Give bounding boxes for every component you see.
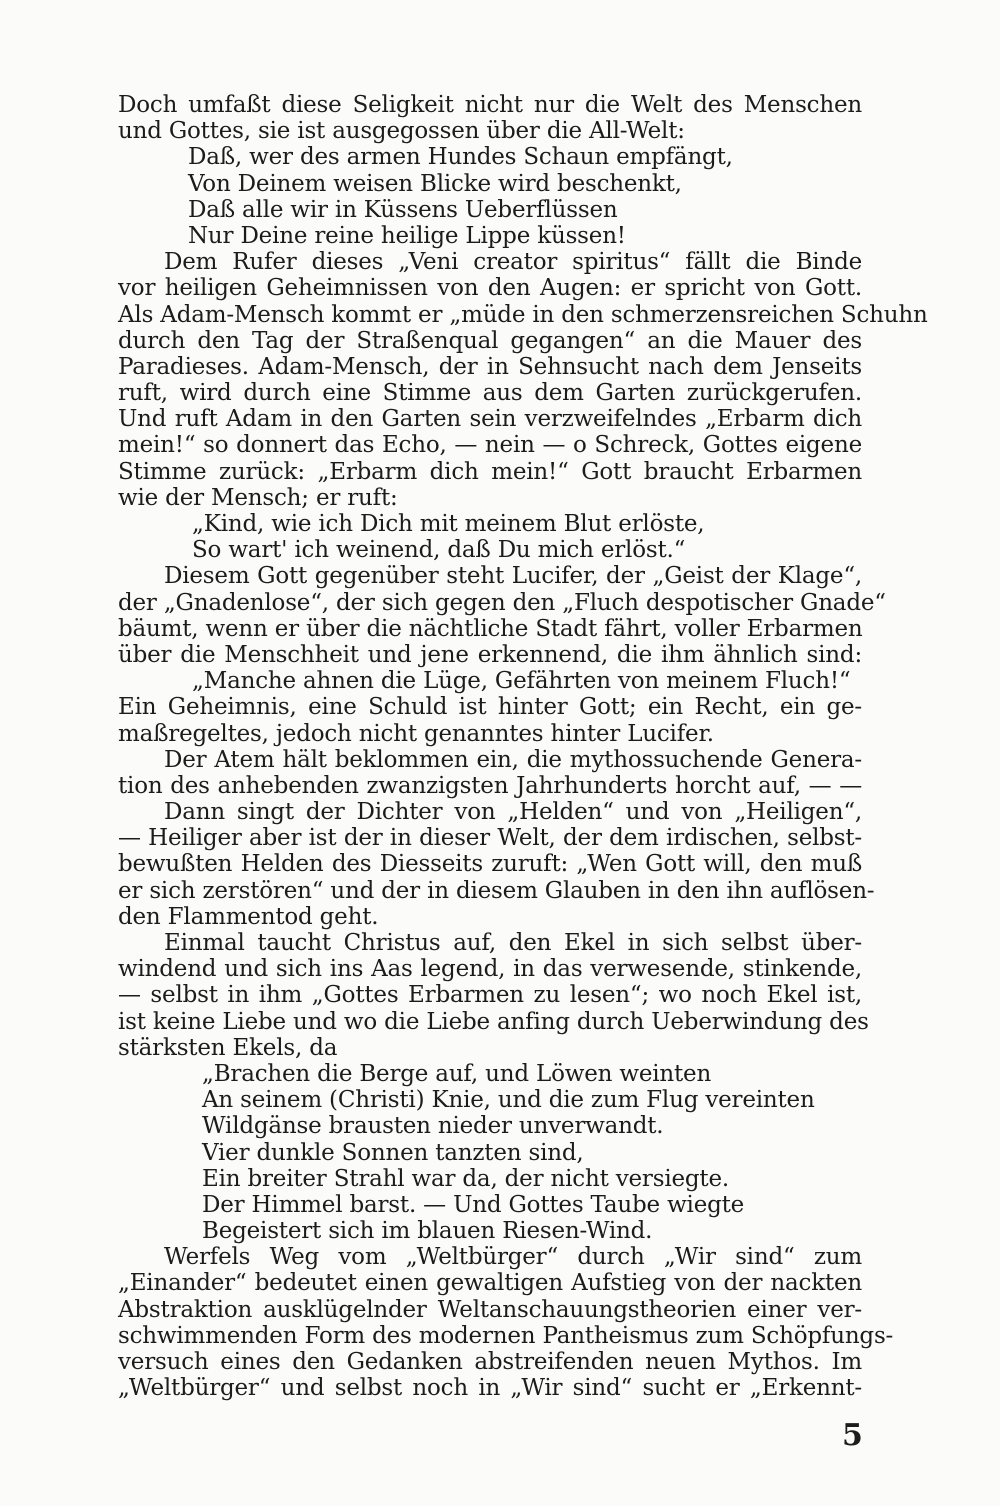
text-line: versuch eines den Gedanken abstreifenden neuen Mythos. Im: [118, 1349, 862, 1375]
text-line: der „Gnadenlose“, der sich gegen den „Fluch despotischer Gnade“: [118, 589, 886, 616]
text-line: tion des anhebenden zwanzigsten Jahrhunderts horcht auf, — —: [118, 772, 862, 799]
verse-line: So wart' ich weinend, daß Du mich erlöst.“: [192, 537, 686, 564]
text-line: ist keine Liebe und wo die Liebe anfing durch Ueberwindung des: [118, 1008, 869, 1035]
text-line: Ein Geheimnis, eine Schuld ist hinter Gott; ein Recht, ein ge-: [118, 694, 862, 721]
verse-line: Von Deinem weisen Blicke wird beschenkt,: [188, 170, 682, 197]
text-line: Stimme zurück: „Erbarm dich mein!“ Gott braucht Erbarmen: [118, 458, 862, 485]
text-line: den Flammentod geht.: [118, 903, 379, 930]
verse-line: Daß, wer des armen Hundes Schaun empfängt,: [188, 144, 733, 171]
text-line: und Gottes, sie ist ausgegossen über die All-Welt:: [118, 118, 685, 145]
text-line: Dann singt der Dichter von „Helden“ und von „Heiligen“,: [164, 799, 862, 826]
text-line: durch den Tag der Straßenqual gegangen“ an die Mauer des: [118, 327, 862, 354]
verse-line: Wildgänse brausten nieder unverwandt.: [202, 1113, 664, 1140]
verse-line: Daß alle wir in Küssens Ueberflüssen: [188, 196, 618, 223]
verse-line: Begeistert sich im blauen Riesen-Wind.: [202, 1218, 653, 1245]
text-line: bewußten Helden des Diesseits zuruft: „Wen Gott will, den muß: [118, 851, 862, 878]
text-line: Diesem Gott gegenüber steht Lucifer, der „Geist der Klage“,: [164, 563, 862, 590]
verse-line: Nur Deine reine heilige Lippe küssen!: [188, 222, 626, 249]
text-line: stärksten Ekels, da: [118, 1034, 338, 1061]
text-line: über die Menschheit und jene erkennend, die ihm ähnlich sind:: [118, 641, 862, 668]
verse-line: Vier dunkle Sonnen tanzten sind,: [202, 1139, 584, 1166]
verse-line: „Manche ahnen die Lüge, Gefährten von meinem Fluch!“: [192, 668, 851, 695]
text-line: — selbst in ihm „Gottes Erbarmen zu lesen“; wo noch Ekel ist,: [118, 982, 862, 1009]
text-line: Werfels Weg vom „Weltbürger“ durch „Wir sind“ zum: [164, 1244, 862, 1271]
text-line: Einmal taucht Christus auf, den Ekel in sich selbst über-: [164, 930, 862, 956]
verse-line: Ein breiter Strahl war da, der nicht versiegte.: [202, 1165, 729, 1192]
verse-line: „Kind, wie ich Dich mit meinem Blut erlöste,: [192, 511, 705, 537]
text-line: Abstraktion ausklügelnder Weltanschauungstheorien einer ver-: [118, 1296, 862, 1323]
text-line: Doch umfaßt diese Seligkeit nicht nur die Welt des Menschen: [118, 92, 862, 118]
text-line: Paradieses. Adam-Mensch, der in Sehnsucht nach dem Jenseits: [118, 353, 862, 380]
text-line: Und ruft Adam in den Garten sein verzweifelndes „Erbarm dich: [118, 406, 862, 433]
text-line: bäumt, wenn er über die nächtliche Stadt fährt, voller Erbarmen: [118, 615, 863, 642]
text-line: Der Atem hält beklommen ein, die mythossuchende Genera-: [164, 746, 862, 773]
verse-line: „Brachen die Berge auf, und Löwen weinten: [202, 1060, 712, 1087]
text-line: „Einander“ bedeutet einen gewaltigen Aufstieg von der nackten: [118, 1270, 862, 1297]
verse-line: An seinem (Christi) Knie, und die zum Flug vereinten: [202, 1087, 815, 1114]
body-text: [118, 92, 928, 1402]
text-line: vor heiligen Geheimnissen von den Augen: er spricht von Gott.: [118, 275, 862, 302]
text-line: „Weltbürger“ und selbst noch in „Wir sind“ sucht er „Erkennt-: [118, 1375, 862, 1402]
text-line: ruft, wird durch eine Stimme aus dem Garten zurückgerufen.: [118, 380, 862, 407]
text-line: Dem Rufer dieses „Veni creator spiritus“ fällt die Binde: [164, 249, 862, 276]
text-line: windend und sich ins Aas legend, in das verwesende, stinkende,: [118, 956, 862, 983]
text-line: mein!“ so donnert das Echo, — nein — o Schreck, Gottes eigene: [118, 432, 862, 459]
text-line: wie der Mensch; er ruft:: [118, 484, 398, 511]
text-line: Als Adam-Mensch kommt er „müde in den schmerzensreichen Schuhn: [118, 301, 928, 328]
page-number: 5: [842, 1418, 863, 1453]
text-line: er sich zerstören“ und der in diesem Glauben in den ihn auflösen-: [118, 877, 875, 904]
verse-line: Der Himmel barst. — Und Gottes Taube wiegte: [202, 1191, 745, 1218]
text-line: — Heiliger aber ist der in dieser Welt, der dem irdischen, selbst-: [118, 825, 862, 852]
text-line: schwimmenden Form des modernen Pantheismus zum Schöpfungs-: [118, 1322, 894, 1349]
text-line: maßregeltes, jedoch nicht genanntes hinter Lucifer.: [118, 720, 714, 747]
